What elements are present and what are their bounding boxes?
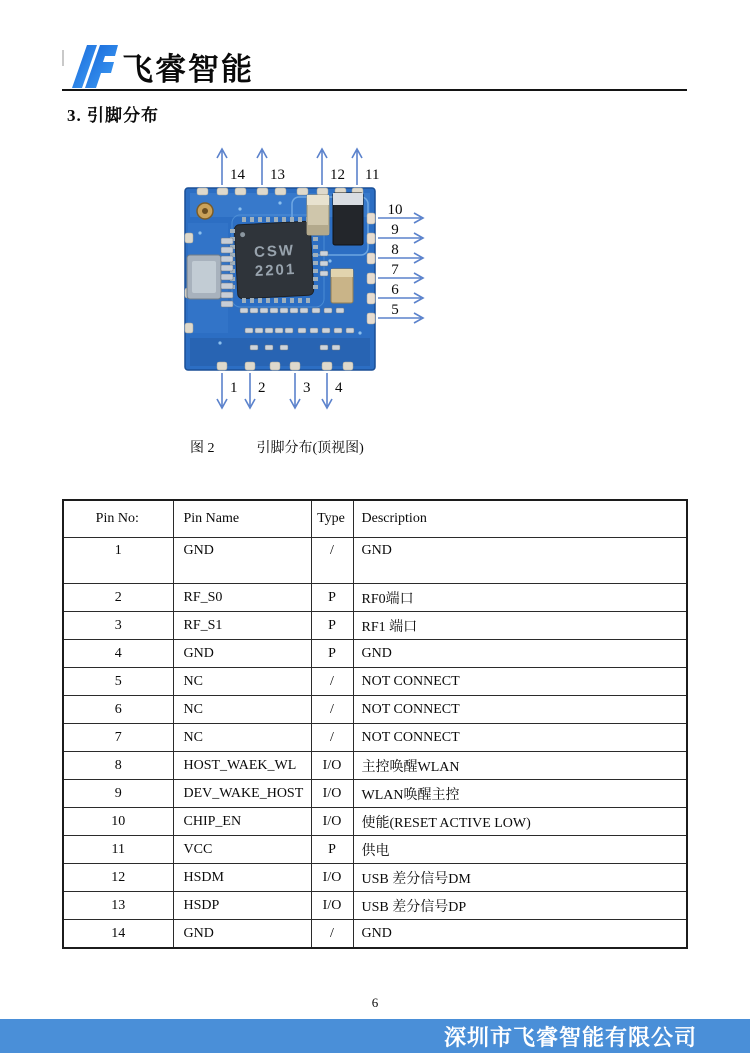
crystal-component <box>187 255 221 299</box>
type-cell: I/O <box>311 752 353 780</box>
table-row <box>63 668 687 696</box>
table-row <box>63 864 687 892</box>
capacitor-component <box>307 195 329 235</box>
table-row <box>63 538 687 584</box>
pin-number-label: 12 <box>330 167 345 183</box>
pin-no-cell: 8 <box>63 752 173 780</box>
pin-name-cell: NC <box>173 724 311 752</box>
table-header-row <box>63 500 687 538</box>
pin-no-cell: 13 <box>63 892 173 920</box>
pin-number-label: 6 <box>391 282 399 298</box>
pin-number-label: 4 <box>335 380 343 396</box>
pin-no-cell: 11 <box>63 836 173 864</box>
pin-no-cell: 9 <box>63 780 173 808</box>
pcb-pinout-figure <box>180 143 440 421</box>
chip-marking-line1: CSW <box>253 241 296 262</box>
right-mid-component <box>331 269 353 303</box>
table-row <box>63 612 687 640</box>
pin-description-table <box>62 499 688 949</box>
header-divider <box>62 89 687 91</box>
description-cell: USB 差分信号DP <box>353 892 687 920</box>
pin-no-cell: 2 <box>63 584 173 612</box>
description-cell: WLAN唤醒主控 <box>353 780 687 808</box>
description-cell: GND <box>353 640 687 668</box>
pin-name-cell: HSDP <box>173 892 311 920</box>
pin-no-cell: 10 <box>63 808 173 836</box>
column-header: Pin Name <box>173 500 311 538</box>
pin-number-label: 8 <box>391 242 399 258</box>
pin-no-cell: 4 <box>63 640 173 668</box>
table-row <box>63 752 687 780</box>
figure-caption-label: 图 2 <box>190 441 215 456</box>
pin-name-cell: CHIP_EN <box>173 808 311 836</box>
pin-number-label: 2 <box>258 380 266 396</box>
pin-no-cell: 7 <box>63 724 173 752</box>
pin-name-cell: DEV_WAKE_HOST <box>173 780 311 808</box>
pin-name-cell: NC <box>173 696 311 724</box>
pin-no-cell: 5 <box>63 668 173 696</box>
bottom-pin-arrows <box>217 373 343 408</box>
type-cell: I/O <box>311 780 353 808</box>
pin-number-label: 10 <box>387 202 403 218</box>
type-cell: / <box>311 724 353 752</box>
type-cell: / <box>311 696 353 724</box>
type-cell: I/O <box>311 892 353 920</box>
type-cell: P <box>311 836 353 864</box>
pin-name-cell: RF_S0 <box>173 584 311 612</box>
description-cell: 主控唤醒WLAN <box>353 752 687 780</box>
pin-name-cell: GND <box>173 538 311 584</box>
table-row <box>63 696 687 724</box>
type-cell: P <box>311 612 353 640</box>
mounting-hole <box>197 203 213 219</box>
footer-company-name: 深圳市飞睿智能有限公司 <box>443 1024 697 1050</box>
table-row <box>63 584 687 612</box>
pin-name-cell: HSDM <box>173 864 311 892</box>
description-cell: NOT CONNECT <box>353 668 687 696</box>
pin-number-label: 1 <box>230 380 238 396</box>
pin-name-cell: NC <box>173 668 311 696</box>
description-cell: GND <box>353 920 687 949</box>
pin-number-label: 7 <box>391 262 399 278</box>
pin-name-cell: GND <box>173 640 311 668</box>
type-cell: P <box>311 584 353 612</box>
chip-marking-line2: 2201 <box>254 260 297 281</box>
pin-number-label: 3 <box>303 380 311 396</box>
pin-name-cell: RF_S1 <box>173 612 311 640</box>
table-row <box>63 640 687 668</box>
footer-bar <box>0 1019 750 1053</box>
description-cell: NOT CONNECT <box>353 724 687 752</box>
figure-caption <box>190 437 364 457</box>
pin-number-label: 11 <box>365 167 380 183</box>
pin-number-label: 13 <box>270 167 285 183</box>
pin-number-label: 5 <box>391 302 399 318</box>
section-title: 3. 引脚分布 <box>67 106 159 125</box>
type-cell: / <box>311 538 353 584</box>
pin-table-body <box>63 538 687 949</box>
pin-name-cell: HOST_WAEK_WL <box>173 752 311 780</box>
table-row <box>63 808 687 836</box>
column-header: Type <box>311 500 353 538</box>
description-cell: RF0端口 <box>353 584 687 612</box>
type-cell: I/O <box>311 864 353 892</box>
type-cell: P <box>311 640 353 668</box>
pin-name-cell: VCC <box>173 836 311 864</box>
main-chip <box>234 221 314 299</box>
pin-no-cell: 3 <box>63 612 173 640</box>
right-pin-arrows <box>378 202 423 323</box>
pin-no-cell: 1 <box>63 538 173 584</box>
column-header: Pin No: <box>63 500 173 538</box>
type-cell: / <box>311 668 353 696</box>
inductor-component <box>333 193 363 245</box>
pin-name-cell: GND <box>173 920 311 949</box>
table-row <box>63 836 687 864</box>
pin-number-label: 9 <box>391 222 399 238</box>
table-row <box>63 920 687 949</box>
description-cell: 使能(RESET ACTIVE LOW) <box>353 808 687 836</box>
page-number: 6 <box>371 995 379 1010</box>
logo-left-tick <box>62 50 64 66</box>
description-cell: GND <box>353 538 687 584</box>
pin-no-cell: 12 <box>63 864 173 892</box>
table-row <box>63 892 687 920</box>
pin-no-cell: 14 <box>63 920 173 949</box>
column-header: Description <box>353 500 687 538</box>
description-cell: USB 差分信号DM <box>353 864 687 892</box>
table-row <box>63 724 687 752</box>
description-cell: 供电 <box>353 836 687 864</box>
description-cell: NOT CONNECT <box>353 696 687 724</box>
top-pin-arrows <box>217 149 379 185</box>
type-cell: I/O <box>311 808 353 836</box>
table-row <box>63 780 687 808</box>
pin-number-label: 14 <box>230 167 245 183</box>
description-cell: RF1 端口 <box>353 612 687 640</box>
company-logo-text: 飞睿智能 <box>122 52 254 87</box>
pin-no-cell: 6 <box>63 696 173 724</box>
company-logo-icon <box>72 45 118 88</box>
type-cell: / <box>311 920 353 949</box>
figure-caption-text: 引脚分布(顶视图) <box>256 441 364 456</box>
